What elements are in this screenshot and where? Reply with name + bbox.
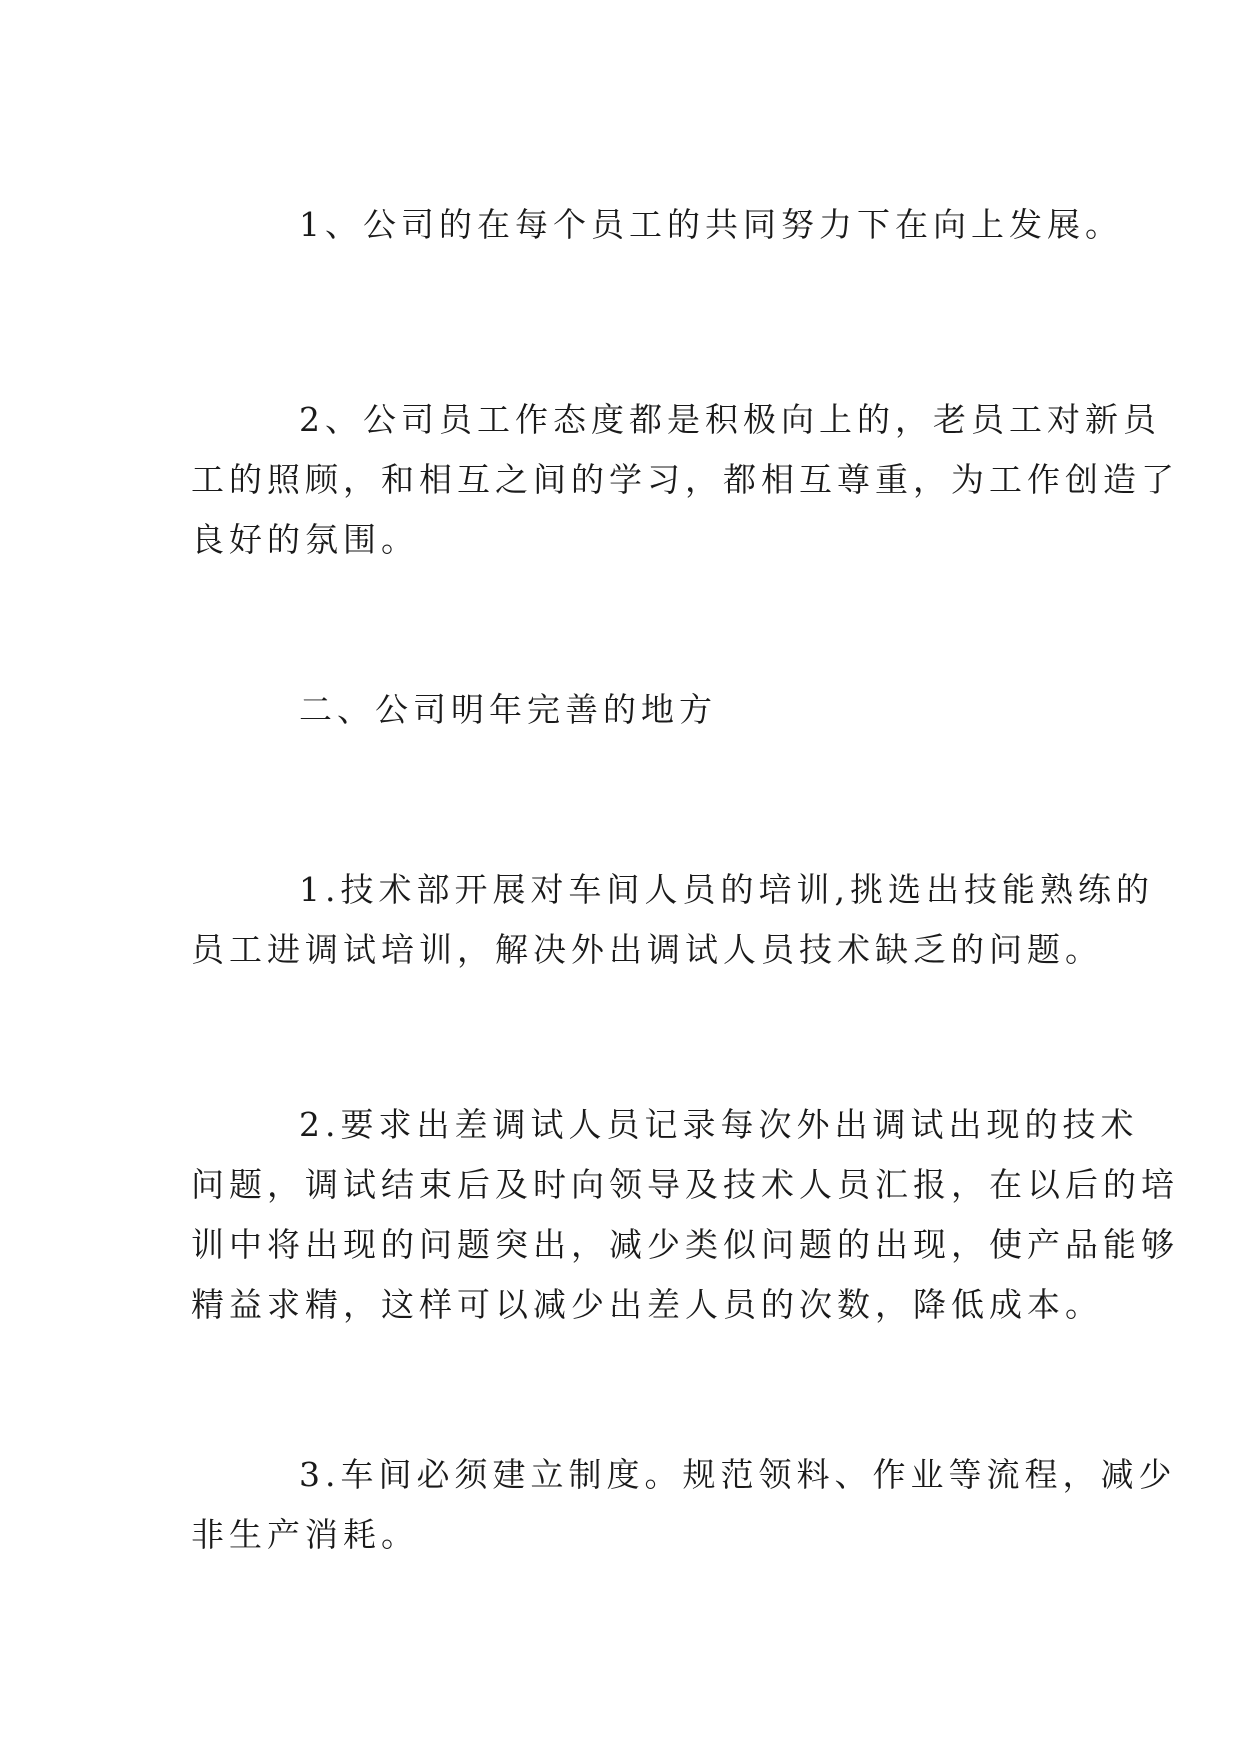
paragraph-workshop-rules — [191, 1445, 1177, 1565]
text-line: 良好的氛围。 — [191, 520, 419, 559]
text-line: 员工进调试培训，解决外出调试人员技术缺乏的问题。 — [191, 930, 1103, 969]
text-line: 非生产消耗。 — [191, 1515, 419, 1554]
heading-text: 二、公司明年完善的地方 — [299, 690, 717, 729]
text-line: 训中将出现的问题突出，减少类似问题的出现，使产品能够 — [191, 1225, 1179, 1264]
text-line: 3.车间必须建立制度。规范领料、作业等流程，减少 — [299, 1455, 1177, 1494]
text-line: 1、公司的在每个员工的共同努力下在向上发展。 — [299, 205, 1123, 244]
text-line: 精益求精，这样可以减少出差人员的次数，降低成本。 — [191, 1285, 1103, 1324]
paragraph-business-trip-records — [191, 1095, 1179, 1335]
text-line: 工的照顾，和相互之间的学习，都相互尊重，为工作创造了 — [191, 460, 1179, 499]
paragraph-company-development — [191, 195, 1123, 255]
paragraph-work-attitude — [191, 390, 1179, 570]
text-line: 1.技术部开展对车间人员的培训,挑选出技能熟练的 — [299, 870, 1154, 909]
text-line: 2、公司员工作态度都是积极向上的，老员工对新员 — [299, 400, 1161, 439]
section-heading-improvements — [191, 680, 1053, 740]
text-line: 2.要求出差调试人员记录每次外出调试出现的技术 — [299, 1105, 1139, 1144]
text-line: 问题，调试结束后及时向领导及技术人员汇报，在以后的培 — [191, 1165, 1179, 1204]
paragraph-training — [191, 860, 1154, 980]
